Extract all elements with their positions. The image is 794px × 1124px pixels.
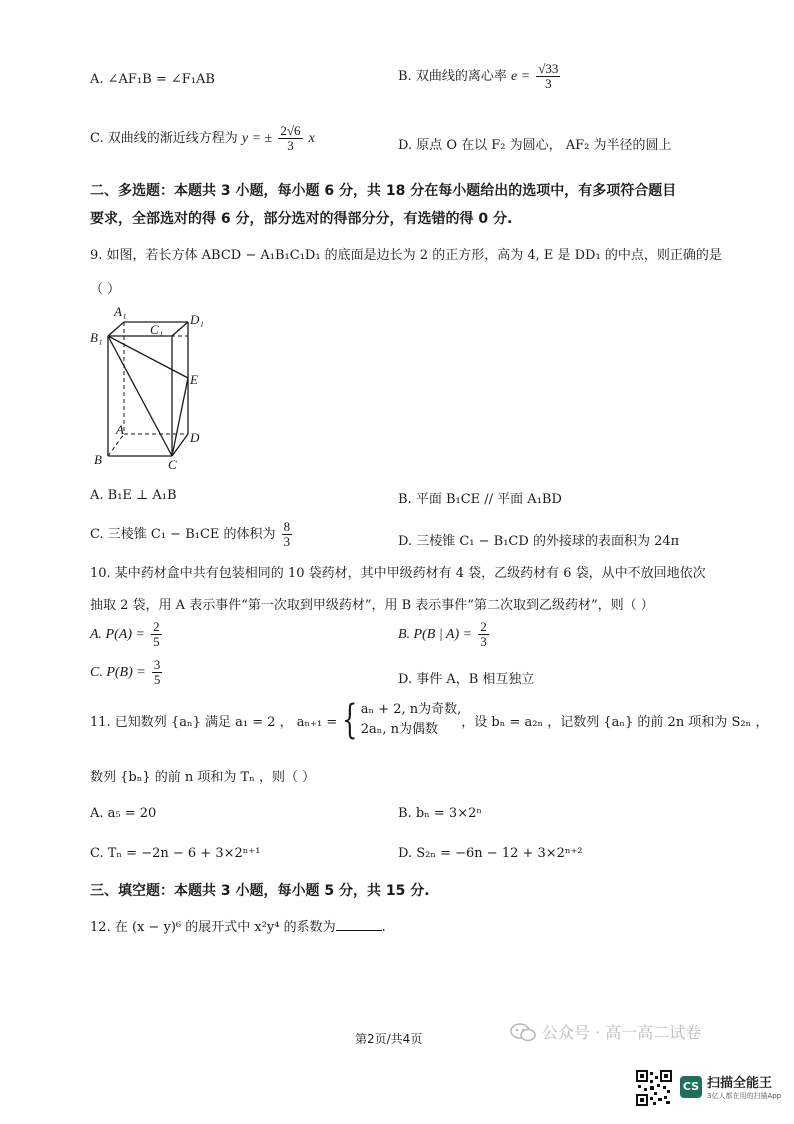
camscanner-badge — [680, 1072, 781, 1101]
camscanner-title: 扫描全能王 — [707, 1076, 773, 1091]
q9-option-c — [90, 520, 294, 549]
q11-case-odd: aₙ + 2, n为奇数, — [360, 702, 462, 717]
q10-option-a — [90, 620, 164, 649]
q12-answer-blank — [336, 918, 382, 931]
q10-option-b-label: B. P(B | A) = — [398, 627, 473, 642]
q10-option-c-fraction — [152, 658, 163, 687]
q12-stem-text: 12. 在 (x − y)⁶ 的展开式中 x²y⁴ 的系数为 — [90, 920, 336, 935]
q11-piecewise — [337, 697, 462, 743]
q9-answer-paren: （ ） — [90, 282, 121, 297]
q10-option-d: D. 事件 A，B 相互独立 — [398, 672, 535, 687]
q8-option-a — [90, 72, 215, 87]
q11-option-d: D. S₂ₙ = −6n − 12 + 3×2ⁿ⁺² — [398, 846, 583, 861]
q8-option-c-fraction — [278, 124, 302, 153]
q10-option-a-fraction — [151, 620, 162, 649]
q8-option-a-text: A. ∠AF₁B = ∠F₁AB — [90, 72, 215, 87]
q9-option-b: B. 平面 B₁CE // 平面 A₁BD — [398, 492, 562, 507]
q8-option-b-label: B. 双曲线的离心率 — [398, 69, 507, 84]
segment-b1-e — [108, 336, 188, 378]
segment-b1-c — [108, 336, 172, 456]
q9-stem: 9. 如图，若长方体 ABCD − A₁B₁C₁D₁ 的底面是边长为 2 的正方形，高为 4, E 是 DD₁ 的中点，则正确的是 — [90, 248, 722, 263]
q11-stem-post: ，设 bₙ = a₂ₙ ，记数列 {aₙ} 的前 2n 项和为 S₂ₙ ， — [461, 714, 769, 730]
edge-b1-a1 — [108, 322, 124, 336]
q9-option-c-label: C. 三棱锥 C₁ − B₁CE 的体积为 — [90, 527, 276, 542]
q8-option-d — [398, 134, 672, 153]
q8-option-b-fraction — [536, 62, 560, 91]
numerator: 2 — [153, 619, 160, 634]
q11-option-a: A. a₅ = 20 — [90, 806, 157, 821]
label-a: A — [116, 422, 124, 437]
hidden-edge-b-a — [108, 434, 124, 456]
q11-stem-line2: 数列 {bₙ} 的前 n 项和为 Tₙ ，则（ ） — [90, 770, 316, 785]
camscanner-logo-icon: CS — [680, 1076, 702, 1098]
watermark — [510, 1020, 701, 1043]
denominator: 5 — [153, 634, 160, 649]
q8-option-c-math1: y = ± — [241, 131, 273, 146]
q8-option-c-math2: x — [308, 131, 315, 146]
edge-d1-c1 — [172, 322, 188, 336]
q9-option-a: A. B₁E ⊥ A₁B — [90, 488, 177, 503]
q12-stem-end: . — [381, 920, 386, 935]
q8-option-c — [90, 124, 315, 153]
label-d1: D₁ — [190, 312, 204, 327]
q10-stem-line1: 10. 某中药材盒中共有包装相同的 10 袋药材，其中甲级药材有 4 袋，乙级药材有 6 袋，从中不放回地依次 — [90, 566, 706, 581]
brace-icon: { — [342, 697, 358, 743]
label-b: B — [94, 452, 102, 467]
q10-option-a-label: A. P(A) = — [90, 627, 145, 642]
label-a1: A₁ — [114, 306, 127, 319]
q9-option-d: D. 三棱锥 C₁ − B₁CD 的外接球的表面积为 24π — [398, 534, 680, 549]
label-d: D — [190, 430, 200, 445]
q8-option-b-math: e = — [510, 69, 531, 84]
q11-option-c: C. Tₙ = −2n − 6 + 3×2ⁿ⁺¹ — [90, 846, 261, 861]
label-b1: B₁ — [90, 330, 103, 345]
page-number: 第2页/共4页 — [355, 1032, 423, 1046]
numerator: 8 — [283, 519, 291, 534]
q8-option-b — [398, 62, 562, 91]
q11-stem-pre: 11. 已知数列 {aₙ} 满足 a₁ = 2 ， aₙ₊₁ = — [90, 714, 338, 730]
q11-case-even: 2aₙ, n为偶数 — [360, 722, 438, 737]
q10-option-b-fraction — [478, 620, 489, 649]
label-c1: C₁ — [150, 322, 164, 337]
q10-stem-line2: 抽取 2 袋，用 A 表示事件“第一次取到甲级药材”，用 B 表示事件“第二次取到乙级药材”，则（ ） — [90, 598, 654, 613]
q10-option-b — [398, 620, 491, 649]
wechat-icon — [510, 1022, 536, 1042]
q10-option-c — [90, 658, 164, 687]
camscanner-text — [707, 1072, 781, 1101]
section2-heading-line2: 要求，全部选对的得 6 分，部分选对的得部分分，有选错的得 0 分. — [90, 211, 513, 227]
q9-option-c-fraction — [282, 520, 293, 549]
denominator: 3 — [480, 634, 487, 649]
q12-stem — [90, 916, 386, 935]
q8-option-c-label: C. 双曲线的渐近线方程为 — [90, 131, 238, 146]
numerator: √33 — [538, 61, 559, 76]
cuboid-figure — [88, 306, 218, 476]
qr-code-icon — [636, 1070, 672, 1106]
camscanner-subtitle: 3亿人都在用的扫描App — [707, 1092, 782, 1100]
q8-option-d-text: D. 原点 O 在以 F₂ 为圆心， AF₂ 为半径的圆上 — [398, 138, 672, 153]
label-c: C — [168, 457, 177, 472]
denominator: 3 — [545, 76, 552, 91]
q10-option-c-label: C. P(B) = — [90, 665, 146, 680]
section3-heading: 三、填空题：本题共 3 小题，每小题 5 分，共 15 分. — [90, 883, 430, 899]
q11-cases — [361, 700, 462, 740]
denominator: 3 — [283, 534, 291, 549]
numerator: 2 — [480, 619, 487, 634]
numerator: 2√6 — [280, 123, 301, 138]
section2-heading-line1: 二、多选题：本题共 3 小题，每小题 6 分，共 18 分在每小题给出的选项中，有多项符合题目 — [90, 183, 677, 199]
q11-stem-line1 — [90, 697, 769, 743]
denominator: 3 — [287, 138, 294, 153]
q11-option-b: B. bₙ = 3×2ⁿ — [398, 806, 482, 821]
denominator: 5 — [153, 672, 161, 687]
watermark-text: 公众号 · 高一高二试卷 — [542, 1023, 702, 1042]
numerator: 3 — [153, 657, 161, 672]
label-e: E — [190, 372, 198, 387]
